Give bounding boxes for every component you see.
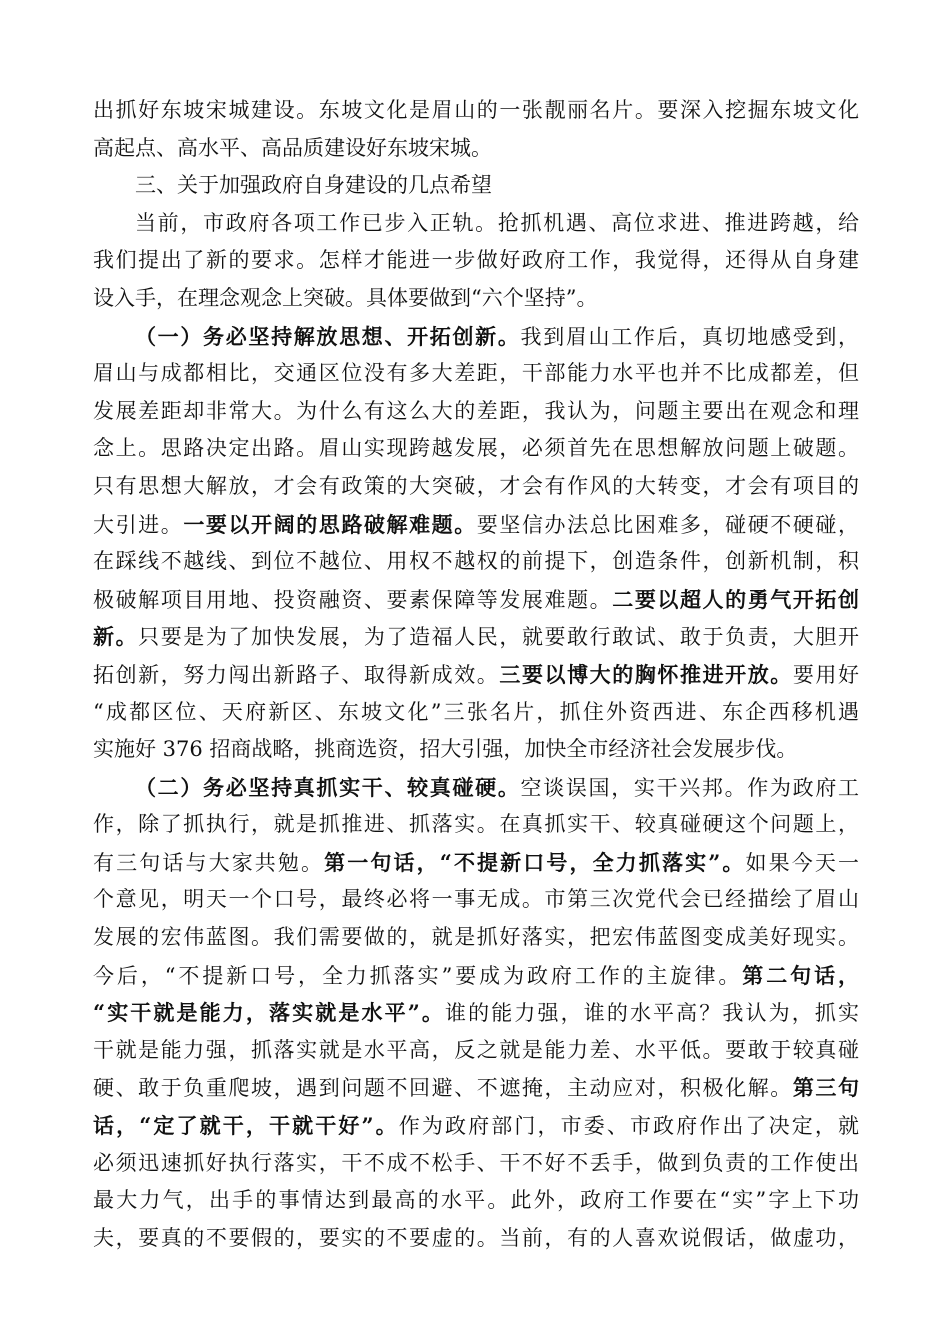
text-line [93,957,859,995]
text-line [93,1032,859,1070]
bold-text: 第二句话， [742,962,859,988]
text-segment: 设入手，在理念观念上突破。具体要做到“六个坚持”。 [93,285,598,310]
text-segment: 干就是能力强，抓落实就是水平高，反之就是能力差、水平低。要敢于较真碰 [93,1037,859,1062]
text-segment: “成都区位、天府新区、东坡文化”三张名片，抓住外资西进、东企西移机遇 [93,699,859,724]
bold-text: （一）务必坚持解放思想、开拓创新。 [135,323,521,349]
section-heading [93,167,859,205]
text-segment: 有三句话与大家共勉。 [93,850,325,875]
text-line [93,806,859,844]
text-segment: 大引进。 [93,512,184,537]
bold-text: “实干就是能力，落实就是水平”。 [93,1000,446,1026]
text-line [93,844,859,882]
text-segment: 三、关于加强政府自身建设的几点希望 [135,173,492,198]
text-segment: 实施好 376 招商战略，挑商选资，招大引强，加快全市经济社会发展步伐。 [93,737,798,762]
text-segment: 极破解项目用地、投资融资、要素保障等发展难题。 [93,587,613,612]
text-line [93,92,859,130]
bold-text: 新。 [93,624,139,650]
bold-text: 一要以开阔的思路破解难题。 [183,511,477,537]
text-line [93,694,859,732]
text-segment: 拓创新，努力闯出新路子、取得新成效。 [93,662,500,687]
text-line [93,355,859,393]
text-segment: 如果今天一 [745,850,859,875]
bold-text: 第三句 [792,1075,859,1101]
text-segment: 作，除了抓执行，就是抓推进、抓落实。在真抓实干、较真碰硬这个问题上， [93,812,859,837]
text-line [93,1182,859,1220]
text-line [93,1145,859,1183]
bold-text: 二要以超人的勇气开拓创 [612,586,859,612]
document-page [93,92,859,1257]
text-line [93,919,859,957]
text-line [93,130,859,168]
text-line [93,731,859,769]
text-line [93,468,859,506]
text-line [93,506,859,544]
text-segment: 念上。思路决定出路。眉山实现跨越发展，必须首先在思想解放问题上破题。 [93,436,859,461]
text-segment: 最大力气，出手的事情达到最高的水平。此外，政府工作要在“实”字上下功 [93,1188,859,1213]
text-segment: 要坚信办法总比困难多，碰硬不硬碰， [476,512,859,537]
text-line [93,581,859,619]
text-line [93,543,859,581]
text-line [93,280,859,318]
bold-text: 三要以博大的胸怀推进开放。 [499,661,793,687]
text-segment: 只要是为了加快发展，为了造福人民，就要敢行敢试、敢于负责，大胆开 [138,625,859,650]
text-segment: 当前，市政府各项工作已步入正轨。抢抓机遇、高位求进、推进跨越，给 [135,210,859,235]
text-line [93,618,859,656]
text-line [93,205,859,243]
text-segment: 谁的能力强，谁的水平高？我认为，抓实 [445,1001,859,1026]
text-line [93,430,859,468]
text-segment: 发展的宏伟蓝图。我们需要做的，就是抓好落实，把宏伟蓝图变成美好现实。 [93,925,859,950]
text-segment: 我到眉山工作后，真切地感受到， [520,324,859,349]
text-segment: 发展差距却非常大。为什么有这么大的差距，我认为，问题主要出在观念和理 [93,398,859,423]
bold-text: （二）务必坚持真抓实干、较真碰硬。 [135,774,521,800]
text-line [93,242,859,280]
text-segment: 空谈误国，实干兴邦。作为政府工 [520,775,859,800]
text-segment: 要用好 [792,662,859,687]
text-line [93,769,859,807]
text-segment: 个意见，明天一个口号，最终必将一事无成。市第三次党代会已经描绘了眉山 [93,887,859,912]
text-segment: 作为政府部门，市委、市政府作出了决定，就 [398,1114,859,1139]
text-segment: 今后，“不提新口号，全力抓落实”要成为政府工作的主旋律。 [93,963,743,988]
bold-text: 第一句话，“不提新口号，全力抓落实”。 [324,849,746,875]
text-line [93,1107,859,1145]
text-segment: 硬、敢于负重爬坡，遇到问题不回避、不遮掩，主动应对，积极化解。 [93,1076,793,1101]
text-segment: 眉山与成都相比，交通区位没有多大差距，干部能力水平也并不比成都差，但 [93,361,859,386]
text-line [93,1069,859,1107]
text-segment: 我们提出了新的要求。怎样才能进一步做好政府工作，我觉得，还得从自身建 [93,248,859,273]
text-segment: 必须迅速抓好执行落实，干不成不松手、干不好不丢手，做到负责的工作使出 [93,1150,859,1175]
text-segment: 在踩线不越线、到位不越位、用权不越权的前提下，创造条件，创新机制，积 [93,549,859,574]
text-segment: 夫，要真的不要假的，要实的不要虚的。当前，有的人喜欢说假话，做虚功， [93,1225,859,1250]
text-line [93,994,859,1032]
text-segment: 高起点、高水平、高品质建设好东坡宋城。 [93,135,492,160]
text-segment: 出抓好东坡宋城建设。东坡文化是眉山的一张靓丽名片。要深入挖掘东坡文化 [93,98,859,122]
text-line [93,881,859,919]
bold-text: 话，“定了就干，干就干好”。 [93,1113,399,1139]
text-line [93,318,859,356]
text-line [93,1220,859,1258]
text-segment: 只有思想大解放，才会有政策的大突破，才会有作风的大转变，才会有项目的 [93,473,859,498]
text-line [93,393,859,431]
text-line [93,656,859,694]
